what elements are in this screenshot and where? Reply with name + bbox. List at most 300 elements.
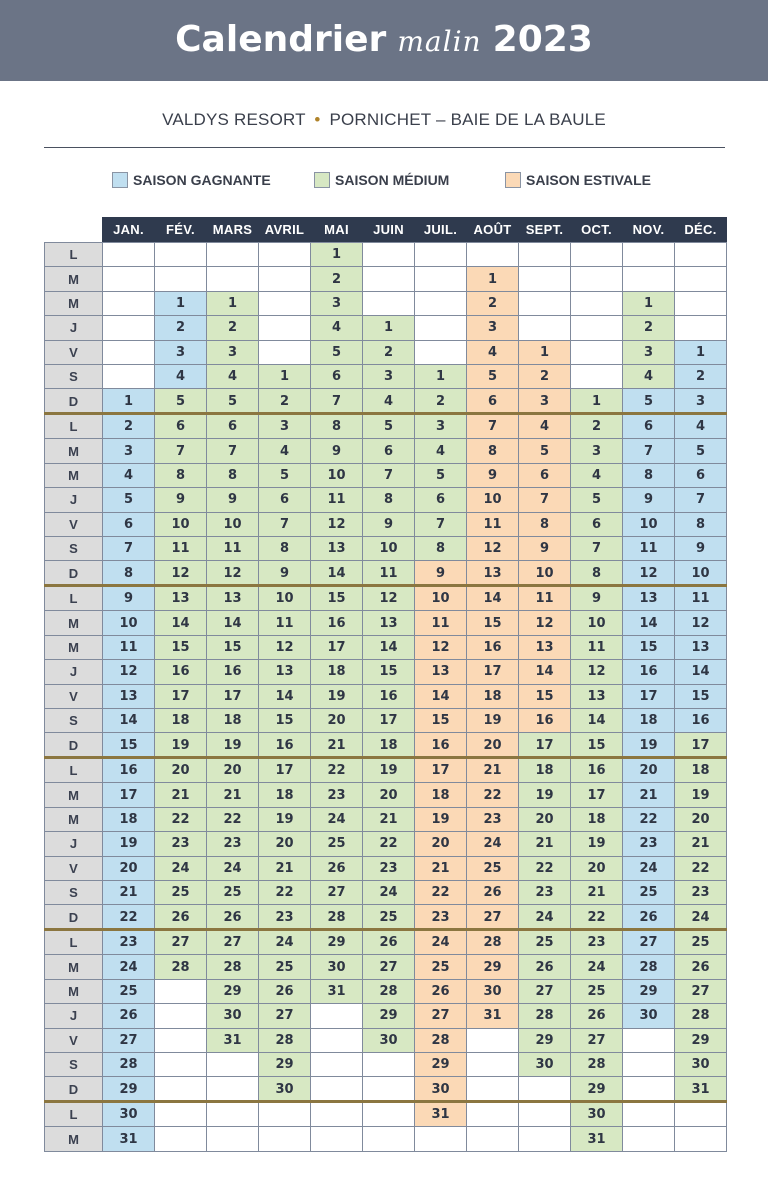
day-cell: 9	[154, 487, 207, 512]
empty-cell	[570, 242, 623, 267]
weekday-label: J	[44, 831, 103, 856]
month-header: NOV.	[622, 217, 675, 242]
day-cell: 21	[570, 880, 623, 905]
day-cell: 22	[310, 758, 363, 783]
day-cell: 3	[102, 438, 155, 463]
day-cell: 8	[206, 463, 259, 488]
day-cell: 25	[622, 880, 675, 905]
day-cell: 9	[258, 560, 311, 585]
day-cell: 31	[310, 979, 363, 1004]
month-header: OCT.	[570, 217, 623, 242]
empty-cell	[206, 1102, 259, 1127]
day-cell: 1	[154, 291, 207, 316]
empty-cell	[258, 340, 311, 365]
day-cell: 31	[102, 1126, 155, 1151]
month-header: DÉC.	[674, 217, 727, 242]
day-cell: 17	[362, 708, 415, 733]
empty-cell	[518, 266, 571, 291]
day-cell: 20	[310, 708, 363, 733]
day-cell: 10	[310, 463, 363, 488]
day-cell: 21	[206, 782, 259, 807]
day-cell: 20	[154, 758, 207, 783]
day-cell: 18	[102, 807, 155, 832]
day-cell: 20	[102, 856, 155, 881]
day-cell: 29	[310, 930, 363, 955]
day-cell: 30	[362, 1028, 415, 1053]
day-cell: 29	[258, 1052, 311, 1077]
day-cell: 1	[414, 364, 467, 389]
empty-cell	[154, 1076, 207, 1101]
legend-label: SAISON GAGNANTE	[133, 172, 271, 188]
weekday-label: J	[44, 659, 103, 684]
day-cell: 8	[674, 512, 727, 537]
day-cell: 22	[206, 807, 259, 832]
day-cell: 23	[206, 831, 259, 856]
day-cell: 27	[570, 1028, 623, 1053]
weekday-label: L	[44, 414, 103, 439]
empty-cell	[414, 242, 467, 267]
resort-name: VALDYS RESORT	[162, 110, 306, 129]
divider-line	[44, 147, 725, 148]
day-cell: 13	[414, 659, 467, 684]
day-cell: 16	[414, 732, 467, 757]
day-cell: 17	[466, 659, 519, 684]
day-cell: 26	[102, 1003, 155, 1028]
weekday-label: V	[44, 856, 103, 881]
day-cell: 27	[518, 979, 571, 1004]
day-cell: 19	[206, 732, 259, 757]
day-cell: 21	[362, 807, 415, 832]
empty-cell	[310, 1028, 363, 1053]
weekday-label: V	[44, 684, 103, 709]
day-cell: 31	[570, 1126, 623, 1151]
day-cell: 24	[362, 880, 415, 905]
weekday-label: D	[44, 1076, 103, 1101]
day-cell: 21	[414, 856, 467, 881]
day-cell: 2	[310, 266, 363, 291]
empty-cell	[362, 1052, 415, 1077]
day-cell: 28	[674, 1003, 727, 1028]
empty-cell	[570, 340, 623, 365]
day-cell: 5	[154, 388, 207, 413]
day-cell: 25	[206, 880, 259, 905]
day-cell: 3	[414, 414, 467, 439]
empty-cell	[258, 266, 311, 291]
day-cell: 29	[518, 1028, 571, 1053]
weekday-label: M	[44, 1126, 103, 1151]
day-cell: 19	[258, 807, 311, 832]
day-cell: 27	[362, 954, 415, 979]
title-year: 2023	[492, 19, 593, 60]
day-cell: 7	[258, 512, 311, 537]
day-cell: 30	[206, 1003, 259, 1028]
month-header: SEPT.	[518, 217, 571, 242]
day-cell: 2	[622, 315, 675, 340]
day-cell: 16	[466, 635, 519, 660]
day-cell: 29	[674, 1028, 727, 1053]
empty-cell	[206, 242, 259, 267]
weekday-label: L	[44, 758, 103, 783]
day-cell: 9	[414, 560, 467, 585]
day-cell: 9	[362, 512, 415, 537]
empty-cell	[622, 1052, 675, 1077]
empty-cell	[310, 1052, 363, 1077]
empty-cell	[102, 315, 155, 340]
day-cell: 19	[518, 782, 571, 807]
day-cell: 2	[102, 414, 155, 439]
empty-cell	[362, 291, 415, 316]
day-cell: 14	[622, 610, 675, 635]
day-cell: 31	[206, 1028, 259, 1053]
day-cell: 21	[674, 831, 727, 856]
day-cell: 4	[674, 414, 727, 439]
weekday-label: L	[44, 586, 103, 611]
day-cell: 27	[310, 880, 363, 905]
empty-cell	[518, 315, 571, 340]
day-cell: 14	[518, 659, 571, 684]
empty-cell	[154, 979, 207, 1004]
legend-swatch-green	[314, 172, 330, 188]
day-cell: 5	[362, 414, 415, 439]
empty-cell	[518, 1076, 571, 1101]
empty-cell	[258, 291, 311, 316]
empty-cell	[258, 242, 311, 267]
week-separator	[44, 928, 727, 931]
empty-cell	[674, 266, 727, 291]
day-cell: 10	[518, 560, 571, 585]
day-cell: 14	[570, 708, 623, 733]
day-cell: 24	[102, 954, 155, 979]
day-cell: 19	[622, 732, 675, 757]
day-cell: 27	[258, 1003, 311, 1028]
day-cell: 25	[570, 979, 623, 1004]
week-separator	[44, 756, 727, 759]
day-cell: 28	[102, 1052, 155, 1077]
empty-cell	[154, 1052, 207, 1077]
day-cell: 24	[466, 831, 519, 856]
day-cell: 16	[674, 708, 727, 733]
month-header: AOÛT	[466, 217, 519, 242]
day-cell: 14	[206, 610, 259, 635]
day-cell: 18	[622, 708, 675, 733]
empty-cell	[102, 340, 155, 365]
day-cell: 13	[622, 586, 675, 611]
empty-cell	[310, 1102, 363, 1127]
empty-cell	[674, 315, 727, 340]
day-cell: 23	[570, 930, 623, 955]
legend-swatch-orange	[505, 172, 521, 188]
day-cell: 12	[154, 560, 207, 585]
empty-cell	[154, 1102, 207, 1127]
week-separator	[44, 1100, 727, 1103]
day-cell: 26	[414, 979, 467, 1004]
day-cell: 6	[466, 388, 519, 413]
day-cell: 14	[258, 684, 311, 709]
day-cell: 7	[622, 438, 675, 463]
day-cell: 11	[414, 610, 467, 635]
day-cell: 4	[414, 438, 467, 463]
day-cell: 15	[674, 684, 727, 709]
day-cell: 14	[362, 635, 415, 660]
day-cell: 18	[466, 684, 519, 709]
day-cell: 18	[414, 782, 467, 807]
empty-cell	[154, 1126, 207, 1151]
day-cell: 1	[258, 364, 311, 389]
day-cell: 13	[518, 635, 571, 660]
day-cell: 18	[362, 732, 415, 757]
day-cell: 28	[466, 930, 519, 955]
day-cell: 26	[258, 979, 311, 1004]
day-cell: 22	[674, 856, 727, 881]
day-cell: 12	[258, 635, 311, 660]
day-cell: 25	[362, 904, 415, 929]
day-cell: 29	[570, 1076, 623, 1101]
day-cell: 15	[518, 684, 571, 709]
day-cell: 31	[414, 1102, 467, 1127]
month-header: MAI	[310, 217, 363, 242]
day-cell: 21	[102, 880, 155, 905]
empty-cell	[154, 242, 207, 267]
empty-cell	[258, 1102, 311, 1127]
day-cell: 16	[206, 659, 259, 684]
day-cell: 26	[674, 954, 727, 979]
day-cell: 16	[102, 758, 155, 783]
weekday-label: D	[44, 904, 103, 929]
day-cell: 11	[258, 610, 311, 635]
day-cell: 21	[310, 732, 363, 757]
day-cell: 3	[518, 388, 571, 413]
day-cell: 11	[466, 512, 519, 537]
day-cell: 2	[206, 315, 259, 340]
day-cell: 2	[674, 364, 727, 389]
empty-cell	[362, 1102, 415, 1127]
legend-label: SAISON MÉDIUM	[335, 172, 450, 188]
day-cell: 8	[518, 512, 571, 537]
month-header: AVRIL	[258, 217, 311, 242]
day-cell: 29	[102, 1076, 155, 1101]
weekday-label: L	[44, 242, 103, 267]
day-cell: 12	[310, 512, 363, 537]
day-cell: 19	[362, 758, 415, 783]
day-cell: 5	[674, 438, 727, 463]
day-cell: 13	[206, 586, 259, 611]
month-header: JAN.	[102, 217, 155, 242]
day-cell: 1	[466, 266, 519, 291]
day-cell: 13	[674, 635, 727, 660]
day-cell: 31	[674, 1076, 727, 1101]
weekday-label: V	[44, 512, 103, 537]
day-cell: 4	[466, 340, 519, 365]
day-cell: 12	[102, 659, 155, 684]
day-cell: 28	[570, 1052, 623, 1077]
weekday-label: S	[44, 708, 103, 733]
empty-cell	[466, 1028, 519, 1053]
empty-cell	[206, 1126, 259, 1151]
day-cell: 15	[362, 659, 415, 684]
day-cell: 9	[518, 536, 571, 561]
day-cell: 3	[622, 340, 675, 365]
weekday-label: D	[44, 560, 103, 585]
day-cell: 17	[414, 758, 467, 783]
day-cell: 15	[258, 708, 311, 733]
day-cell: 17	[622, 684, 675, 709]
day-cell: 22	[362, 831, 415, 856]
title-script-word: malin	[397, 25, 482, 58]
day-cell: 26	[622, 904, 675, 929]
day-cell: 12	[414, 635, 467, 660]
empty-cell	[570, 315, 623, 340]
separator-dot: •	[314, 110, 321, 129]
day-cell: 30	[466, 979, 519, 1004]
weekday-label: M	[44, 291, 103, 316]
day-cell: 28	[414, 1028, 467, 1053]
day-cell: 11	[206, 536, 259, 561]
day-cell: 9	[466, 463, 519, 488]
day-cell: 5	[310, 340, 363, 365]
day-cell: 15	[622, 635, 675, 660]
day-cell: 12	[674, 610, 727, 635]
month-header: JUIN	[362, 217, 415, 242]
day-cell: 5	[206, 388, 259, 413]
empty-cell	[102, 266, 155, 291]
day-cell: 6	[206, 414, 259, 439]
empty-cell	[258, 1126, 311, 1151]
empty-cell	[622, 242, 675, 267]
day-cell: 10	[206, 512, 259, 537]
day-cell: 1	[570, 388, 623, 413]
day-cell: 9	[206, 487, 259, 512]
weekday-label: V	[44, 1028, 103, 1053]
day-cell: 3	[206, 340, 259, 365]
day-cell: 15	[570, 732, 623, 757]
day-cell: 4	[258, 438, 311, 463]
empty-cell	[674, 242, 727, 267]
weekday-label: S	[44, 364, 103, 389]
day-cell: 23	[674, 880, 727, 905]
day-cell: 22	[258, 880, 311, 905]
weekday-label: M	[44, 807, 103, 832]
day-cell: 6	[362, 438, 415, 463]
day-cell: 24	[206, 856, 259, 881]
day-cell: 27	[206, 930, 259, 955]
empty-cell	[518, 291, 571, 316]
day-cell: 20	[518, 807, 571, 832]
weekday-label: M	[44, 635, 103, 660]
day-cell: 28	[154, 954, 207, 979]
day-cell: 12	[206, 560, 259, 585]
day-cell: 23	[362, 856, 415, 881]
day-cell: 23	[622, 831, 675, 856]
weekday-label: M	[44, 954, 103, 979]
weekday-label: D	[44, 388, 103, 413]
day-cell: 7	[466, 414, 519, 439]
day-cell: 12	[570, 659, 623, 684]
day-cell: 24	[154, 856, 207, 881]
empty-cell	[206, 1052, 259, 1077]
day-cell: 8	[310, 414, 363, 439]
day-cell: 19	[154, 732, 207, 757]
day-cell: 10	[622, 512, 675, 537]
empty-cell	[518, 242, 571, 267]
empty-cell	[258, 315, 311, 340]
day-cell: 27	[622, 930, 675, 955]
week-separator	[44, 584, 727, 587]
day-cell: 17	[154, 684, 207, 709]
day-cell: 8	[154, 463, 207, 488]
weekday-label: J	[44, 487, 103, 512]
day-cell: 23	[102, 930, 155, 955]
empty-cell	[414, 291, 467, 316]
day-cell: 18	[206, 708, 259, 733]
day-cell: 6	[518, 463, 571, 488]
day-cell: 29	[362, 1003, 415, 1028]
day-cell: 18	[674, 758, 727, 783]
day-cell: 1	[310, 242, 363, 267]
day-cell: 5	[622, 388, 675, 413]
day-cell: 16	[258, 732, 311, 757]
day-cell: 27	[414, 1003, 467, 1028]
day-cell: 7	[570, 536, 623, 561]
day-cell: 6	[674, 463, 727, 488]
day-cell: 20	[258, 831, 311, 856]
empty-cell	[102, 291, 155, 316]
day-cell: 19	[466, 708, 519, 733]
day-cell: 18	[258, 782, 311, 807]
resort-subtitle	[0, 110, 768, 130]
day-cell: 25	[414, 954, 467, 979]
day-cell: 5	[570, 487, 623, 512]
day-cell: 29	[622, 979, 675, 1004]
day-cell: 23	[310, 782, 363, 807]
day-cell: 8	[362, 487, 415, 512]
day-cell: 23	[414, 904, 467, 929]
day-cell: 27	[466, 904, 519, 929]
day-cell: 26	[310, 856, 363, 881]
day-cell: 23	[258, 904, 311, 929]
day-cell: 14	[310, 560, 363, 585]
day-cell: 7	[518, 487, 571, 512]
day-cell: 16	[362, 684, 415, 709]
weekday-label: S	[44, 536, 103, 561]
day-cell: 2	[518, 364, 571, 389]
day-cell: 4	[102, 463, 155, 488]
day-cell: 20	[362, 782, 415, 807]
day-cell: 15	[414, 708, 467, 733]
day-cell: 11	[102, 635, 155, 660]
day-cell: 25	[154, 880, 207, 905]
day-cell: 22	[466, 782, 519, 807]
weekday-label: M	[44, 463, 103, 488]
day-cell: 7	[206, 438, 259, 463]
day-cell: 7	[362, 463, 415, 488]
day-cell: 7	[102, 536, 155, 561]
day-cell: 28	[518, 1003, 571, 1028]
day-cell: 25	[102, 979, 155, 1004]
day-cell: 3	[154, 340, 207, 365]
day-cell: 18	[518, 758, 571, 783]
day-cell: 11	[154, 536, 207, 561]
empty-cell	[206, 266, 259, 291]
day-cell: 24	[258, 930, 311, 955]
day-cell: 29	[466, 954, 519, 979]
day-cell: 6	[622, 414, 675, 439]
day-cell: 22	[622, 807, 675, 832]
day-cell: 19	[414, 807, 467, 832]
empty-cell	[362, 1076, 415, 1101]
day-cell: 13	[154, 586, 207, 611]
empty-cell	[622, 1102, 675, 1127]
empty-cell	[362, 1126, 415, 1151]
